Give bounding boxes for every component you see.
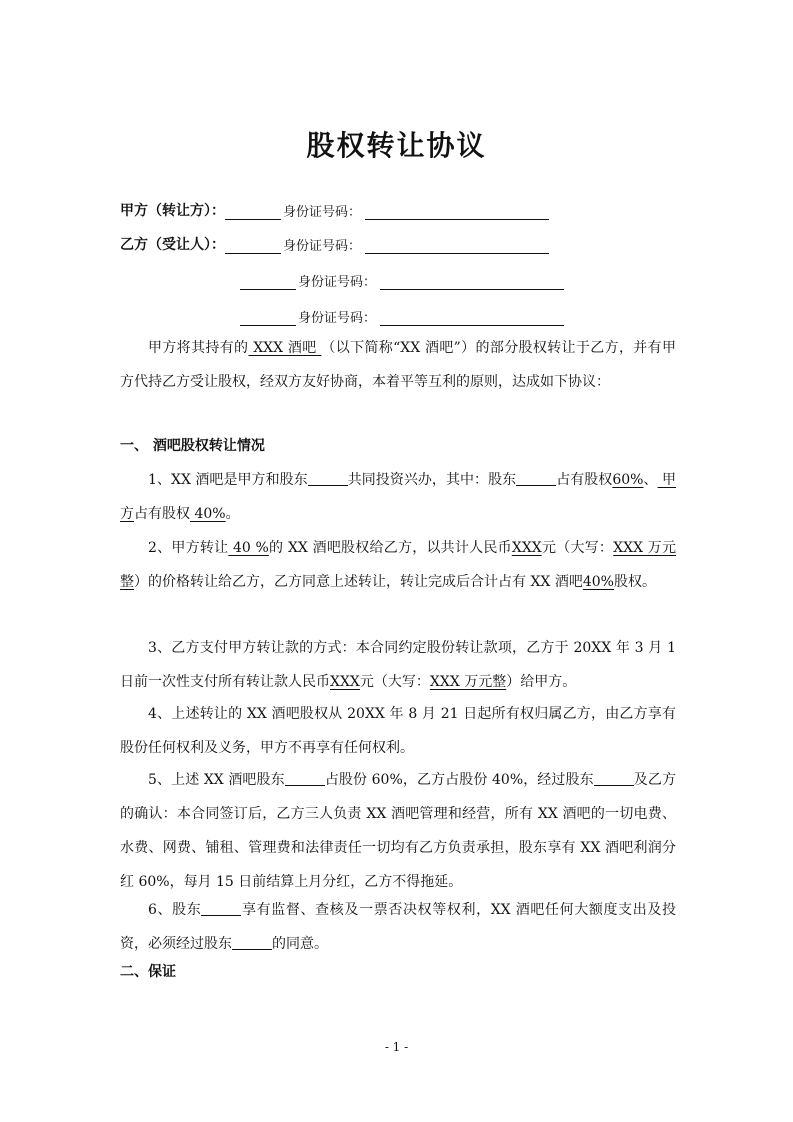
clause-2-percent: 40 % bbox=[228, 540, 269, 556]
clause-2-amount-words: XXX 万元整 bbox=[120, 540, 676, 590]
clause-5-text-a: 5、上述 XX 酒吧股东 bbox=[148, 772, 285, 788]
party-b-id-blank-1 bbox=[365, 237, 549, 254]
clause-2-text-c: 的 XX 酒吧股权给乙方，以共计人民币 bbox=[268, 540, 512, 556]
clause-2-text-i: 股权。 bbox=[613, 574, 656, 590]
party-b-name-blank-3 bbox=[240, 309, 296, 326]
party-b-line-2 bbox=[240, 266, 564, 290]
clause-1-text-c: 占有股权 bbox=[556, 472, 613, 488]
shareholder-blank bbox=[516, 471, 556, 486]
id-number-label: 身份证号码： bbox=[283, 205, 362, 220]
clause-1-share-b: 40% bbox=[190, 506, 226, 522]
clause-1-text-i: 。 bbox=[225, 506, 240, 522]
clause-5-text-c: 及乙方的确认：本合同签订后，乙方三人负责 XX 酒吧管理和经营，所有 XX 酒吧的一切电费、水费、网费、铺租、管理费和法律责任一切均有乙方负责承担，股东享有 XX 酒吧利润分红 60%，每月 15 日前结算上月分红，乙方不得拖延。 bbox=[120, 772, 676, 890]
clause-2-text-g: ）的价格转让给乙方，乙方同意上述转让，转让完成后合计占有 XX 酒吧 bbox=[134, 574, 583, 590]
clause-6-text-c: 的同意。 bbox=[272, 936, 328, 952]
clause-5 bbox=[120, 763, 676, 899]
clause-3-amount: XXX bbox=[330, 674, 360, 690]
clause-3 bbox=[120, 631, 676, 699]
party-a-name-blank bbox=[225, 203, 281, 220]
party-a-id-blank bbox=[365, 203, 549, 220]
intro-text-1: 甲方将其持有的 bbox=[148, 340, 249, 356]
clause-6 bbox=[120, 893, 676, 961]
document-title: 股权转让协议 bbox=[306, 129, 487, 162]
clause-1-party-a: 甲方 bbox=[120, 472, 677, 522]
clause-2 bbox=[120, 531, 676, 599]
id-number-label: 身份证号码： bbox=[298, 311, 377, 326]
section-1-heading: 一、 酒吧股权转让情况 bbox=[120, 438, 265, 454]
clause-4: 4、上述转让的 XX 酒吧股权从 20XX 年 8 月 21 日起所有权归属乙方，由乙方享有股份任何权利及义务，甲方不再享有任何权利。 bbox=[120, 706, 676, 756]
clause-1-text-a: 1、XX 酒吧是甲方和股东 bbox=[148, 472, 308, 488]
party-b-line-3 bbox=[240, 302, 564, 326]
party-b-id-blank-3 bbox=[380, 309, 564, 326]
party-b-name-blank-1 bbox=[225, 237, 281, 254]
party-a-line bbox=[120, 196, 549, 220]
party-a-label: 甲方（转让方）： bbox=[120, 203, 225, 219]
clause-2-final-share: 40% bbox=[582, 574, 614, 590]
shareholder-blank bbox=[201, 901, 241, 916]
clause-1-text-g: 占有股权 bbox=[134, 506, 190, 522]
clause-1-text-b: 共同投资兴办，其中：股东 bbox=[347, 472, 517, 488]
party-b-name-blank-2 bbox=[240, 273, 296, 290]
clause-1 bbox=[120, 463, 676, 531]
clause-1-text-e: 、 bbox=[643, 472, 658, 488]
clause-1-share-a: 60% bbox=[612, 472, 644, 488]
clause-2-amount: XXX bbox=[511, 540, 542, 556]
id-number-label: 身份证号码： bbox=[298, 275, 377, 290]
clause-6-text-b: 享有监督、查核及一票否决权等权利，XX 酒吧任何大额度支出及投资，必须经过股东 bbox=[120, 902, 676, 952]
shareholder-blank bbox=[285, 771, 325, 786]
section-2-heading: 二、保证 bbox=[120, 964, 176, 980]
clause-5-text-b: 占股份 60%，乙方占股份 40%，经过股东 bbox=[324, 772, 594, 788]
clause-2-text-a: 2、甲方转让 bbox=[148, 540, 229, 556]
bar-name-underlined: XXX 酒吧 bbox=[248, 340, 322, 356]
shareholder-blank bbox=[232, 935, 272, 950]
clause-2-text-e: 元（大写： bbox=[541, 540, 614, 556]
party-b-line-1 bbox=[120, 230, 549, 254]
shareholder-blank bbox=[308, 471, 348, 486]
clause-3-text-c: 元（大写： bbox=[359, 674, 430, 690]
party-b-label: 乙方（受让人）： bbox=[120, 237, 225, 253]
party-b-id-blank-2 bbox=[380, 273, 564, 290]
intro-text-2: （以下简称“XX 酒吧”）的部分股权转让于乙方，并有甲方代持乙方受让股权，经双方友好协商，本着平等互利的原则，达成如下协议： bbox=[120, 340, 676, 390]
shareholder-blank bbox=[594, 771, 634, 786]
clause-6-text-a: 6、股东 bbox=[148, 902, 202, 918]
intro-paragraph bbox=[120, 331, 676, 399]
id-number-label: 身份证号码： bbox=[283, 239, 362, 254]
clause-3-text-e: ）给甲方。 bbox=[506, 674, 577, 690]
page-number: - 1 - bbox=[384, 1040, 409, 1054]
clause-3-text-a: 3、乙方支付甲方转让款的方式：本合同约定股份转让款项，乙方于 20XX 年 3 月 1 日前一次性支付所有转让款人民币 bbox=[120, 640, 676, 690]
clause-3-amount-words: XXX 万元整 bbox=[429, 674, 507, 690]
